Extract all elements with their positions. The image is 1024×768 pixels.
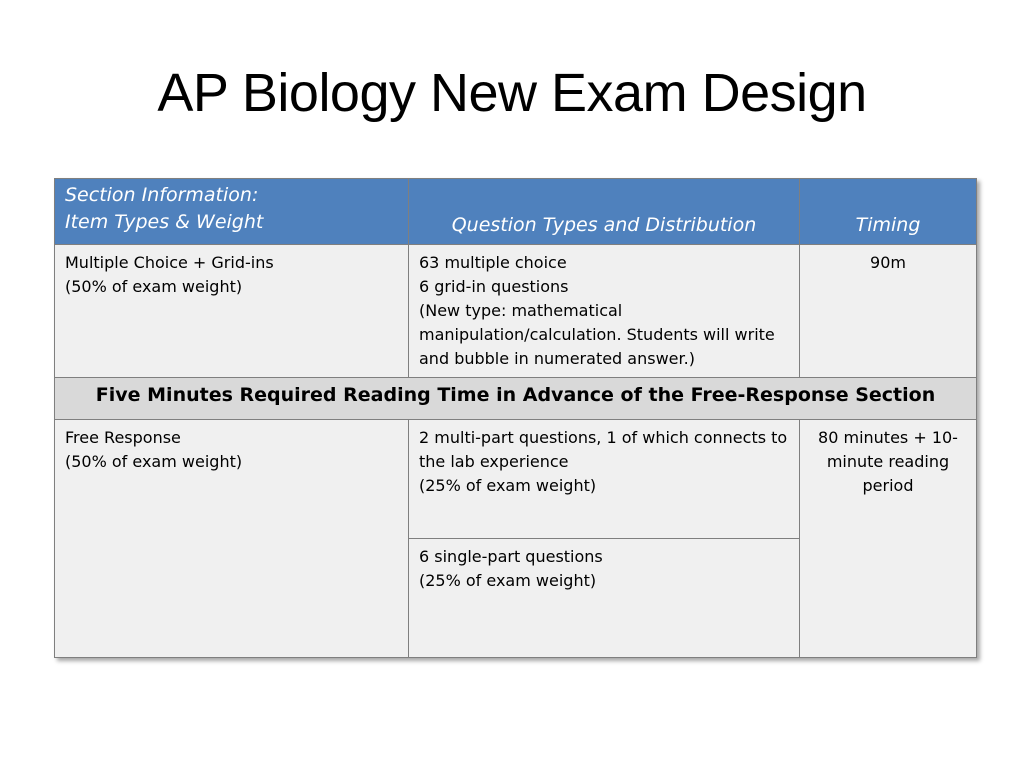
mc-question-line3: (New type: mathematical manipulation/calculation. Students will write and bubble in numerated answer.) [419,301,775,368]
mc-timing-cell: 90m [800,245,977,378]
slide-title: AP Biology New Exam Design [157,63,867,123]
fr-question2-line2: (25% of exam weight) [419,571,597,590]
header-question-types: Question Types and Distribution [409,179,800,245]
fr-question2-line1: 6 single-part questions [419,547,603,566]
exam-design-table [54,178,977,658]
fr-question1-line2: (25% of exam weight) [419,476,597,495]
fr-question1-cell [409,420,800,539]
fr-section-line2: (50% of exam weight) [65,452,243,471]
fr-section-line1: Free Response [65,428,181,447]
fr-question2-cell [409,539,800,658]
mc-section-line1: Multiple Choice + Grid-ins [65,253,274,272]
header-section-info [55,179,409,245]
mc-question-cell [409,245,800,378]
table-header-row [55,179,977,245]
table-row-reading-time [55,378,977,420]
fr-question1-line1: 2 multi-part questions, 1 of which connects to the lab experience [419,428,788,471]
mc-section-line2: (50% of exam weight) [65,277,243,296]
mc-question-line1: 63 multiple choice [419,253,567,272]
fr-timing-cell: 80 minutes + 10-minute reading period [800,420,977,658]
table-row-free-response-1 [55,420,977,539]
table-row-multiple-choice [55,245,977,378]
header-section-info-line1: Section Information: [65,184,259,206]
mc-question-line2: 6 grid-in questions [419,277,569,296]
fr-section-cell [55,420,409,658]
mc-section-cell [55,245,409,378]
header-section-info-line2: Item Types & Weight [65,211,264,233]
reading-time-banner: Five Minutes Required Reading Time in Advance of the Free-Response Section [55,378,977,420]
header-timing: Timing [800,179,977,245]
